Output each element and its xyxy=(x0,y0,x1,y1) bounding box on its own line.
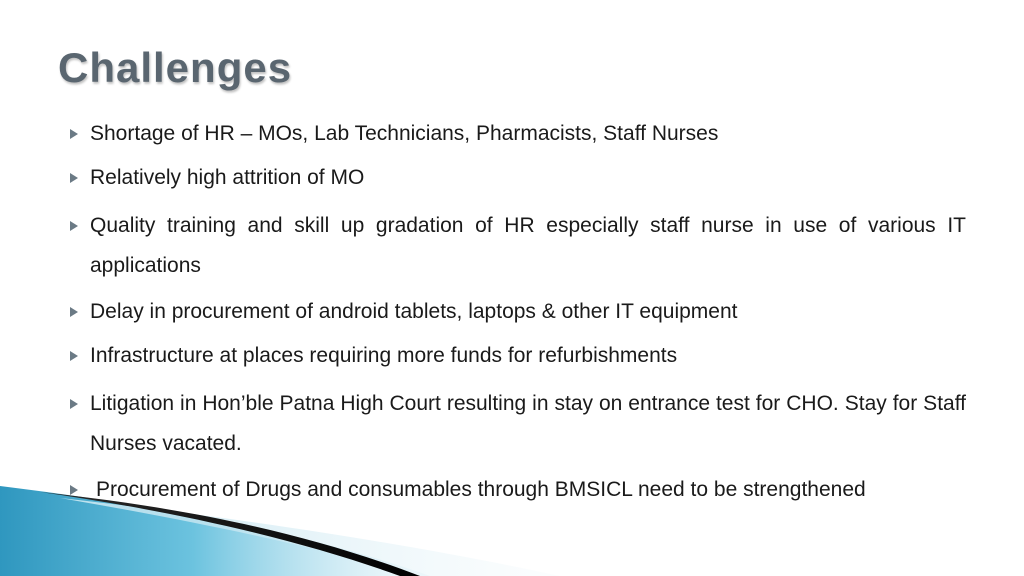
bullet-text: Quality training and skill up gradation of HR especially staff nurse in use of various IT applications xyxy=(90,214,966,277)
bullet-text: Infrastructure at places requiring more funds for refurbishments xyxy=(90,344,678,367)
bullet-text: Litigation in Hon’ble Patna High Court resulting in stay on entrance test for CHO. Stay for Staff Nurses vacated. xyxy=(90,392,966,455)
bullet-text: Relatively high attrition of MO xyxy=(90,166,365,189)
bullet-text: Shortage of HR – MOs, Lab Technicians, Pharmacists, Staff Nurses xyxy=(90,122,719,145)
slide-title: Challenges xyxy=(58,44,293,91)
bullet-text: Procurement of Drugs and consumables through BMSICL need to be strengthened xyxy=(96,478,866,501)
bullet-text: Delay in procurement of android tablets, laptops & other IT equipment xyxy=(90,300,738,323)
